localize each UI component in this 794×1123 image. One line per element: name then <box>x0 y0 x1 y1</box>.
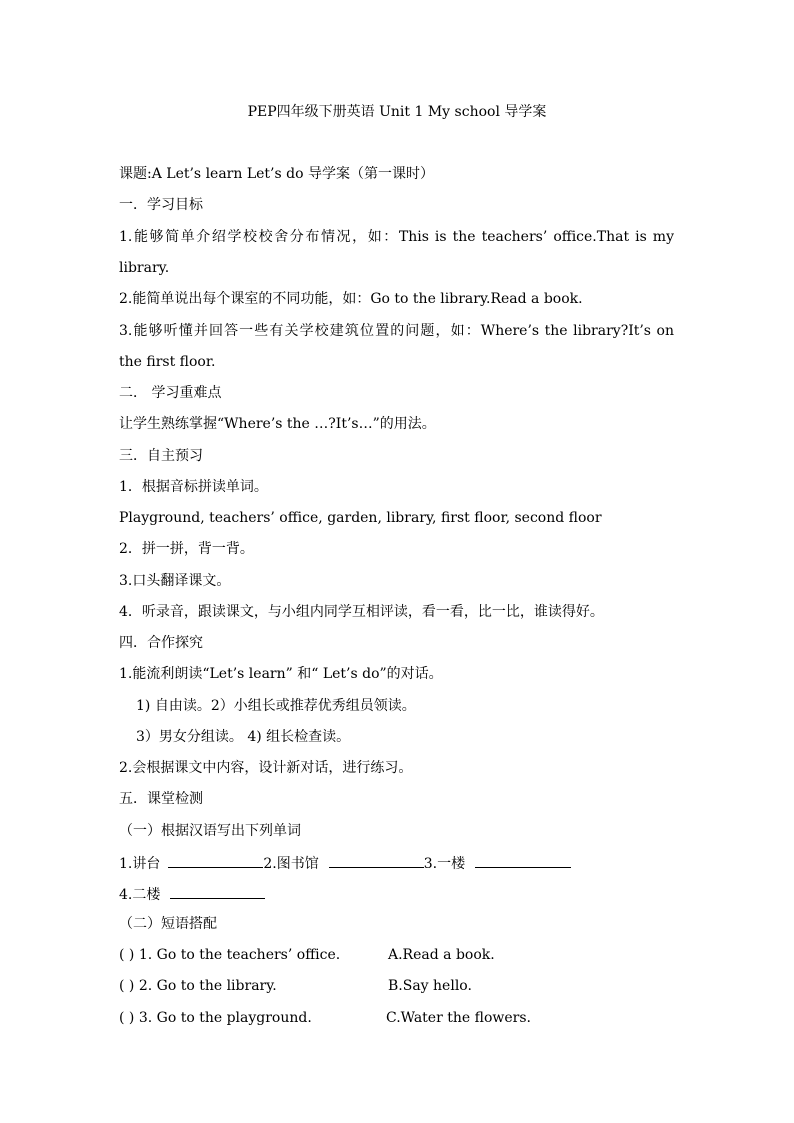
match-left-item: 1. Go to the teachers’ office. <box>138 947 341 963</box>
section-3-heading: 三．自主预习 <box>119 448 203 464</box>
objective-2: 2.能简单说出每个课室的不同功能，如：Go to the library.Read a book. <box>119 291 583 307</box>
fill-in-row-1 <box>119 853 571 873</box>
explore-item-1: 1.能流利朗读“Let’s learn” 和“ Let’s do”的对话。 <box>119 666 443 682</box>
match-right-item: A.Read a book. <box>388 947 495 963</box>
match-row <box>119 1009 312 1027</box>
match-right-item: C.Water the flowers. <box>386 1010 531 1026</box>
lesson-title: 课题:A Let’s learn Let’s do 导学案（第一课时） <box>119 166 434 182</box>
objective-1-line-1: 1.能够简单介绍学校校舍分布情况，如：This is the teachers’ office.That is my <box>119 229 674 245</box>
preview-item-3: 3.口头翻译课文。 <box>119 573 231 589</box>
word-2-prompt: 2.图书馆 <box>263 856 319 872</box>
section-5-heading: 五．课堂检测 <box>119 791 203 807</box>
preview-item-1: 1．根据音标拼读单词。 <box>119 479 268 495</box>
objective-3-line-1: 3.能够听懂并回答一些有关学校建筑位置的问题，如：Where’s the library?It’s on <box>119 323 674 339</box>
match-left-item: 2. Go to the library. <box>138 978 277 994</box>
part-1-heading: （一）根据汉语写出下列单词 <box>119 823 301 839</box>
objective-3-line-2: the first floor. <box>119 354 216 370</box>
word-4-prompt: 4.二楼 <box>119 887 161 903</box>
match-blank[interactable]: ( ) <box>119 1010 135 1026</box>
match-right-item: B.Say hello. <box>388 978 472 994</box>
section-2-heading: 二． 学习重难点 <box>119 385 222 401</box>
match-blank[interactable]: ( ) <box>119 947 135 963</box>
match-row <box>119 977 277 995</box>
answer-blank-4[interactable] <box>170 884 265 899</box>
key-points-text: 让学生熟练掌握“Where’s the …?It’s…”的用法。 <box>119 416 436 432</box>
match-row <box>119 946 340 964</box>
word-1-prompt: 1.讲台 <box>119 856 161 872</box>
preview-item-4: 4．听录音，跟读课文，与小组内同学互相评读，看一看，比一比，谁读得好。 <box>119 604 604 620</box>
objective-1-line-2: library. <box>119 260 170 276</box>
answer-blank-3[interactable] <box>475 853 571 868</box>
explore-sub-2: 3）男女分组读。 4) 组长检查读。 <box>136 729 351 745</box>
answer-blank-1[interactable] <box>168 853 263 868</box>
preview-item-2: 2．拼一拼，背一背。 <box>119 541 254 557</box>
document-title: PEP四年级下册英语 Unit 1 My school 导学案 <box>247 104 547 120</box>
explore-item-2: 2.会根据课文中内容，设计新对话，进行练习。 <box>119 760 413 776</box>
section-4-heading: 四．合作探究 <box>119 635 203 651</box>
section-1-heading: 一．学习目标 <box>119 197 203 213</box>
vocabulary-list: Playground, teachers’ office, garden, library, first floor, second floor <box>119 510 602 526</box>
word-3-prompt: 3.一楼 <box>423 856 466 872</box>
part-2-heading: （二）短语搭配 <box>119 916 217 932</box>
explore-sub-1: 1) 自由读。2）小组长或推荐优秀组员领读。 <box>136 698 416 714</box>
answer-blank-2[interactable] <box>329 853 424 868</box>
fill-in-row-2 <box>119 884 265 904</box>
match-left-item: 3. Go to the playground. <box>138 1010 312 1026</box>
match-blank[interactable]: ( ) <box>119 978 135 994</box>
